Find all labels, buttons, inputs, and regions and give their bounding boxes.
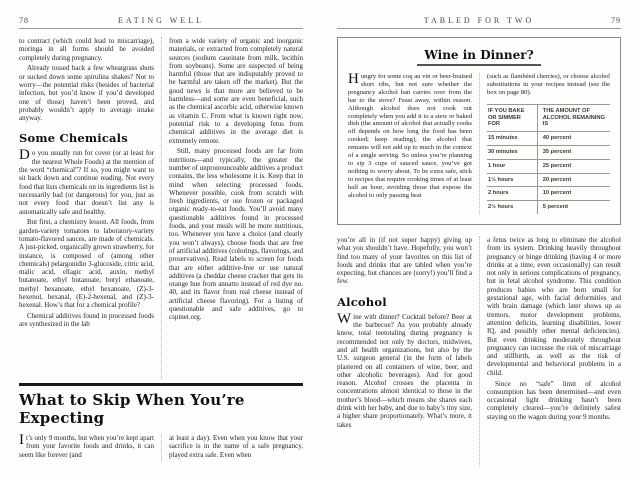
left-page-number: 78 (19, 16, 29, 25)
table-header-cell: IF YOU BAKE OR SIMMER FOR (487, 104, 537, 131)
paragraph: you’re all in (if not super happy) giving up what you shouldn’t have. Hopefully, you won’t find too many of your favorites on this list of foods and drinks that are tabled when you’re expecting, but chances are (sorry!) you’ll find a few. (337, 236, 472, 286)
paragraph-with-dropcap (19, 149, 154, 215)
paragraph: Still, many processed foods are far from nutritious—and typically, the greater the number of unpronounceable additives a product contains, the less wholesome it is. Keep that in mind when selecting processed foods. Whenever possible, cook from scratch with fresh ingredients, or use frozen or packaged organic ready-to-eat foods. You’ll avoid many questionable additives found in processed foods, and your meals will be more nutritious, too. Whenever you have a choice (and clearly you won’t always), choose foods that are free of artificial additives (colorings, flavorings, and preservatives). Read labels to screen for foods that are either additive-free or use natural additives (a cheddar cheese cracker that gets its orange hue from annatto instead of red dye no. 40, and its flavor from real cheese instead of artificial cheese flavoring). For a listing of questionable and safe additives, go to cspinet.org. (169, 147, 303, 322)
table-cell: 25 percent (537, 159, 610, 173)
paragraph: Chemical additives found in processed foods are synthesized in the lab (19, 312, 154, 329)
paragraph: to contract (which could lead to miscarriage), moringa in all forms should be avoided completely during pregnancy. (19, 37, 154, 62)
right-body-column-1 (337, 236, 479, 466)
section-heading-alcohol: Alcohol (337, 294, 387, 309)
paragraph-with-dropcap (337, 310, 472, 429)
right-page-number: 79 (611, 16, 621, 25)
table-row (487, 132, 610, 146)
table-row (487, 145, 610, 159)
paragraph: Since no “safe” limit of alcohol consumption has been determined—and even occasional light drinking hasn’t been completely cleared—you’re definitely safest staying on the wagon during your 9 months. (487, 379, 621, 421)
wine-box-column-1 (348, 73, 479, 214)
wine-in-dinner-box (337, 37, 621, 225)
table-cell: 30 minutes (487, 145, 537, 159)
paragraph: from a wide variety of organic and inorganic materials, or extracted from completely natural sources (sodium caseinate from milk, lecithin from soybeans). Some are suspected of being harmful (those that are indisputably proved to be harmful are taken off the market). But the good news is that more are believed to be harmless—and some are even beneficial, such as the chemical ascorbic acid, otherwise known as vitamin C. From what is known right now, potential risk to a developing fetus from chemical additives in the average diet is extremely remote. (169, 37, 303, 145)
table-cell: 1½ hours (487, 173, 537, 187)
right-running-head: TABLED FOR TWO (423, 16, 535, 25)
table-row (487, 187, 610, 201)
paragraph: (such as flambéed cherries), or choose alcohol substitutions in your recipes instead (see the box on page 80). (487, 73, 610, 96)
paragraph: Already tossed back a few wheatgrass shots or sucked down some spirulina shakes? Not to worry—the potential risks (besides of bacterial infection, but you’d know if you’d developed one of those) haven’t been proved, and probably wouldn’t apply to average intake anyway. (19, 64, 154, 123)
skip-section (19, 383, 303, 461)
right-body-column-2 (479, 236, 621, 466)
paragraph: at least a day). Even when you know that your sacrifice is in the name of a safe pregnancy, played extra safe. Even when (169, 434, 303, 459)
paragraph-text: ungry for some coq au vin or beer-braised short ribs, but not sure whether the pregnancy alcohol ban carries over from the bar to the stove? Feast away, within reason. Although alcohol does not cook out completely when you add it to a stew or baked dish (the amount of alcohol that actually cooks off depends on how long the food has been cooked; keep reading), the alcohol that remains will not add up to much in the context of a single serving. So unless you’re planning to sip 3 cups of sauced sauce, you’ve got nothing to worry about. To be extra safe, stick to recipes that require cooking times of at least half an hour, avoiding those that expose the alcohol to only passing heat (348, 73, 472, 199)
table-header-cell: THE AMOUNT OF ALCOHOL REMAINING IS (537, 104, 610, 131)
table-row (487, 173, 610, 187)
table-cell: 20 percent (537, 173, 610, 187)
skip-column-1 (19, 434, 161, 461)
paragraph-text: t’s only 9 months, but when you’re kept apart from your favorite foods and drinks, it can seem like forever (and (19, 434, 154, 459)
wine-box-title: Wine in Dinner? (417, 48, 540, 66)
wine-box-column-2 (479, 73, 610, 214)
table-cell: 40 percent (537, 132, 610, 146)
page-79 (320, 0, 640, 480)
paragraph: a fetus twice as long to eliminate the alcohol from its system. Drinking heavily throughout pregnancy or binge drinking (having 4 or more drinks at a time, even occasionally) can result not only in serious complications of pregnancy, but in fetal alcohol syndrome. This condition produces babies who are born small for gestational age, with facial deformities and with brain damage (which later shows up as tremors, motor development problems, attention deficits, learning disabilities, lower IQ, and possibly other mental deficiencies). But even drinking moderately throughout pregnancy can increase the risk of miscarriage and stillbirth, as well as the risk of developmental and behavioral problems in a child. (487, 236, 621, 377)
section-heading-some-chemicals: Some Chemicals (19, 131, 128, 146)
right-body-columns (337, 236, 621, 466)
table-cell: 2½ hours (487, 201, 537, 214)
table-cell: 1 hour (487, 159, 537, 173)
drop-cap: W (337, 310, 352, 327)
wine-box-title-wrap (348, 46, 610, 66)
skip-columns (19, 434, 303, 461)
left-column-1 (19, 37, 161, 379)
paragraph-text: ine with dinner? Cocktail before? Beer at the barbecue? As you probably already know, total teetotaling during pregnancy is recommended not only by doctors, midwives, and all health organizations, but also by the U.S. surgeon general (in the form of labels plastered on all containers of wine, beer, and other alcoholic beverages). And for good reason. Alcohol crosses the placenta in concentrations almost identical to those in the mother’s blood—which means she shares each drink with her baby, and due to baby’s tiny size, a higher share proportionately. What’s more, it takes (337, 312, 472, 429)
wine-box-columns (348, 73, 610, 214)
table-cell: 2 hours (487, 187, 537, 201)
table-row (487, 159, 610, 173)
table-cell: 10 percent (537, 187, 610, 201)
drop-cap: H (348, 71, 359, 87)
left-running-head: EATING WELL (118, 16, 204, 25)
paragraph-with-dropcap (348, 73, 472, 200)
alcohol-remaining-table (487, 104, 610, 214)
table-cell: 35 percent (537, 145, 610, 159)
table-header-row (487, 104, 610, 131)
table-cell: 5 percent (537, 201, 610, 214)
table-cell: 15 minutes (487, 132, 537, 146)
drop-cap: D (19, 147, 30, 164)
left-main-columns (19, 37, 303, 379)
right-page-header (337, 16, 621, 29)
paragraph-with-dropcap (19, 434, 154, 459)
table-row (487, 201, 610, 214)
left-column-2 (161, 37, 303, 379)
paragraph-text: o you usually run for cover (or at least for the nearest Whole Foods) at the mention of the word “chemical”? If so, you might want to sit back down and continue reading. Not every food that lists chemicals on its ingredients list is necessarily bad (or dangerous) for you, just as not every food that doesn’t list any is automatically safe and healthy. (19, 149, 154, 216)
paragraph: But first, a chemistry lesson. All foods, from garden-variety tomatoes to laboratory-variety tomato-flavored sauces, are made of chemicals. A just-picked, organically grown strawberry, for instance, is composed of (among other chemicals) pelargonidin 3-glucoside, citric acid, malic acid, ellagic acid, auxin, methyl butanoate, ethyl butanoate, butyl ethanoate, methyl hexanoate, ethyl hexanoate, (Z)-3-hexenol, hexanal, (E)-2-hexenal, and (Z)-3-hexenal. How’s that for a chemical profile? (19, 218, 154, 310)
left-page-header (19, 16, 303, 29)
skip-column-2 (161, 434, 303, 461)
drop-cap: I (19, 432, 24, 448)
section-heading-what-to-skip: What to Skip When You’re Expecting (19, 391, 245, 427)
